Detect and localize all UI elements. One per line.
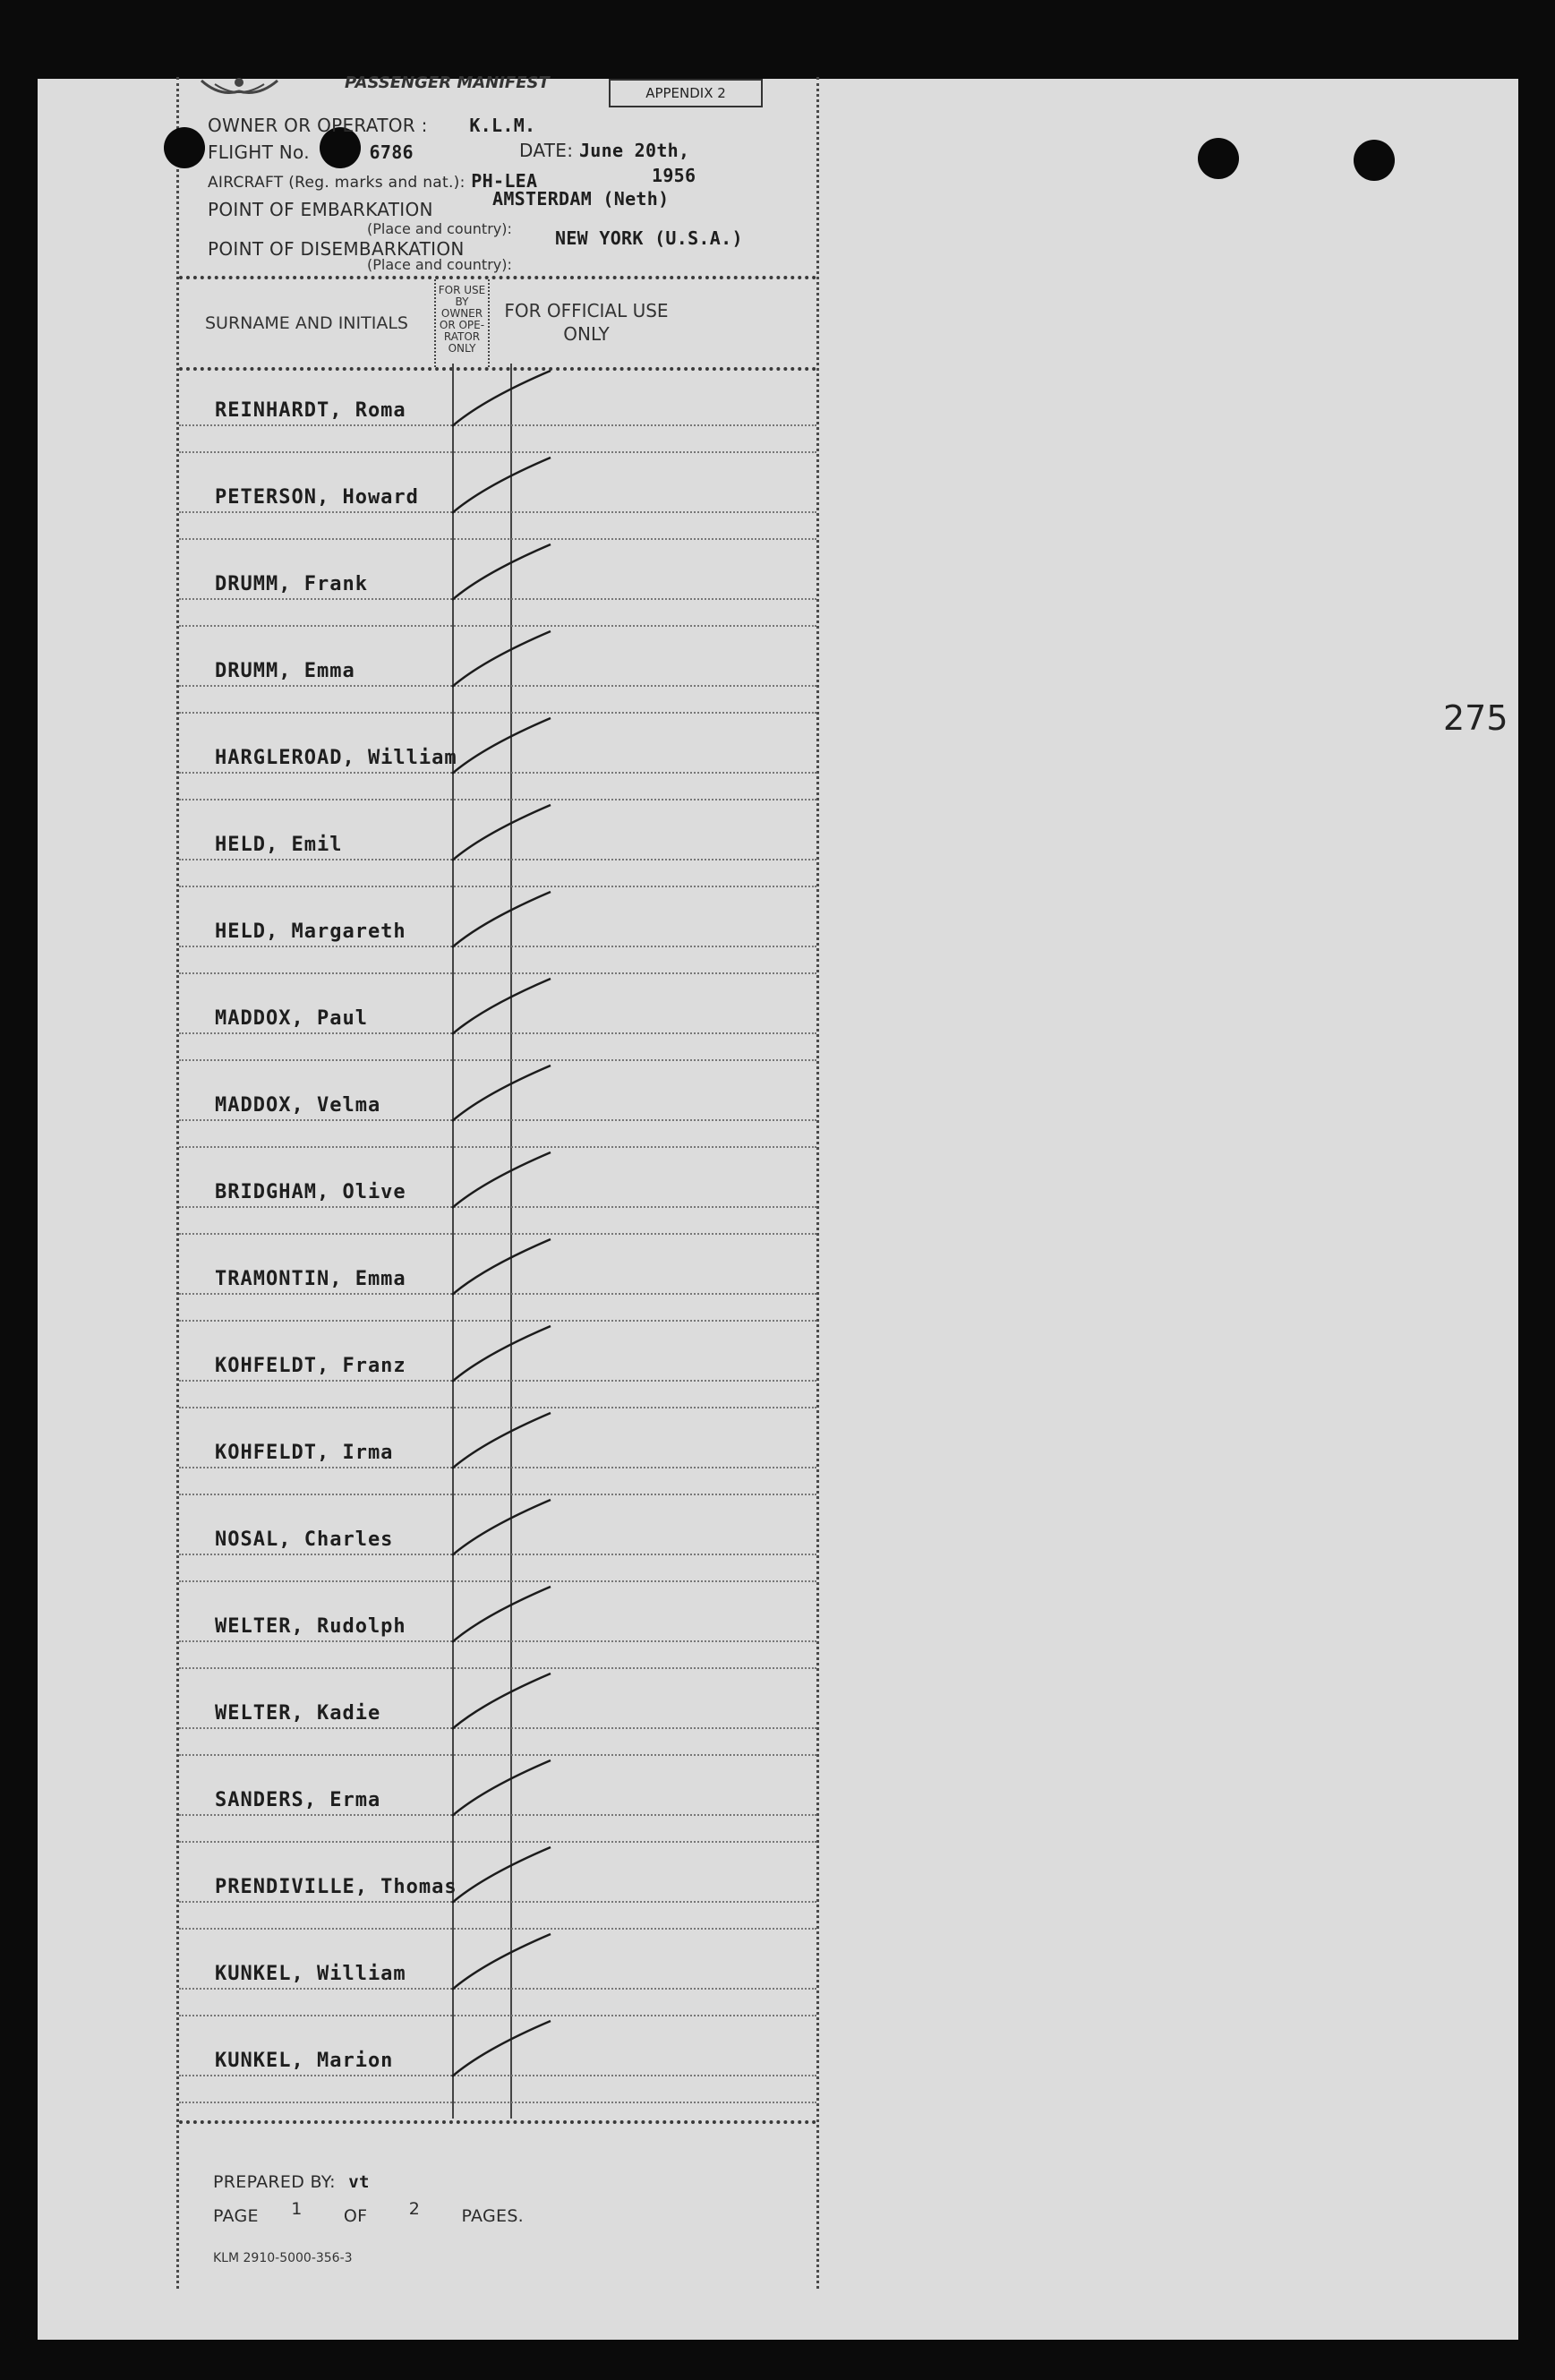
- passenger-name: SANDERS, Erma: [215, 1789, 381, 1811]
- embark-value: AMSTERDAM (Neth): [492, 188, 670, 210]
- passenger-name: WELTER, Rudolph: [215, 1615, 406, 1638]
- embark-row: [208, 199, 433, 220]
- passenger-name: REINHARDT, Roma: [215, 399, 406, 422]
- check-mark-icon: [448, 885, 591, 956]
- aircraft-label: AIRCRAFT (Reg. marks and nat.):: [208, 174, 466, 192]
- aircraft-value: PH-LEA: [471, 170, 538, 192]
- check-mark-icon: [448, 1319, 591, 1391]
- check-mark-icon: [448, 1666, 591, 1738]
- passenger-name: KUNKEL, William: [215, 1963, 406, 1985]
- surname-column-header: SURNAME AND INITIALS: [205, 313, 408, 333]
- date-label: DATE:: [519, 140, 574, 161]
- check-mark-icon: [448, 1145, 591, 1217]
- flight-label: FLIGHT No.: [208, 141, 310, 163]
- flight-value: 6786: [369, 141, 414, 163]
- page-label: PAGE: [213, 2206, 259, 2226]
- table-header: [179, 276, 816, 371]
- passenger-name: PRENDIVILLE, Thomas: [215, 1876, 457, 1898]
- passenger-name: HARGLEROAD, William: [215, 747, 457, 769]
- owner-col-line: OR OPE-: [439, 319, 485, 331]
- flight-row: [208, 141, 414, 163]
- owner-value: K.L.M.: [469, 115, 536, 136]
- disembark-value: NEW YORK (U.S.A.): [555, 227, 743, 249]
- year-value: 1956: [652, 165, 696, 186]
- check-mark-icon: [448, 1753, 591, 1825]
- of-label: OF: [343, 2206, 368, 2226]
- prepared-by-value: vt: [348, 2172, 370, 2192]
- owner-column-header: [434, 279, 490, 367]
- punch-hole: [1198, 138, 1239, 179]
- passenger-name: TRAMONTIN, Emma: [215, 1268, 406, 1290]
- punch-hole: [164, 127, 205, 168]
- check-mark-icon: [448, 537, 591, 609]
- embark-label: POINT OF EMBARKATION: [208, 199, 433, 220]
- check-mark-icon: [448, 2014, 591, 2085]
- page-number: 275: [1443, 698, 1508, 738]
- prepared-by-row: [213, 2172, 370, 2192]
- page-count-row: [213, 2199, 525, 2226]
- manifest-form: [176, 73, 819, 2289]
- owner-col-line: OWNER: [440, 307, 483, 320]
- form-title: PASSENGER MANIFEST: [345, 73, 550, 92]
- date-value: June 20th,: [578, 140, 690, 161]
- disembark-label: POINT OF DISEMBARKATION: [208, 238, 465, 260]
- check-mark-icon: [448, 1406, 591, 1477]
- check-mark-icon: [448, 1493, 591, 1564]
- official-col-line: FOR OFFICIAL USE: [504, 300, 669, 321]
- passenger-name: DRUMM, Emma: [215, 660, 355, 682]
- passenger-name: KOHFELDT, Irma: [215, 1442, 394, 1464]
- check-mark-icon: [448, 1927, 591, 1999]
- place-country-label: (Place and country):: [367, 220, 512, 237]
- passenger-name: WELTER, Kadie: [215, 1702, 381, 1725]
- passenger-name: HELD, Emil: [215, 834, 343, 856]
- passenger-name: NOSAL, Charles: [215, 1528, 394, 1551]
- passenger-name: KUNKEL, Marion: [215, 2050, 394, 2072]
- check-mark-icon: [448, 1232, 591, 1304]
- page-total: 2: [408, 2199, 421, 2219]
- passenger-name: KOHFELDT, Franz: [215, 1355, 406, 1377]
- check-mark-icon: [448, 1840, 591, 1912]
- check-mark-icon: [448, 711, 591, 783]
- table-bottom-border: [179, 2120, 816, 2124]
- passenger-name: MADDOX, Velma: [215, 1094, 381, 1117]
- manifest-sheet: [38, 73, 1518, 2340]
- owner-row: [208, 115, 535, 136]
- place-country-label: (Place and country):: [367, 256, 512, 273]
- check-mark-icon: [448, 450, 591, 522]
- klm-logo-icon: [197, 73, 282, 100]
- form-code: KLM 2910-5000-356-3: [213, 2251, 353, 2265]
- passenger-name: DRUMM, Frank: [215, 573, 368, 595]
- passenger-name: MADDOX, Paul: [215, 1007, 368, 1030]
- check-mark-icon: [448, 972, 591, 1043]
- punch-hole: [1354, 140, 1395, 181]
- row-rule: [179, 2102, 816, 2103]
- official-col-line: ONLY: [563, 323, 610, 345]
- check-mark-icon: [448, 798, 591, 869]
- owner-col-line: FOR USE: [438, 284, 486, 296]
- check-mark-icon: [448, 364, 591, 435]
- page-current: 1: [291, 2199, 303, 2219]
- check-mark-icon: [448, 624, 591, 696]
- passenger-name: PETERSON, Howard: [215, 486, 419, 509]
- owner-col-line: BY: [455, 295, 469, 308]
- prepared-by-label: PREPARED BY:: [213, 2172, 336, 2192]
- pages-label: PAGES.: [461, 2206, 525, 2226]
- check-mark-icon: [448, 1058, 591, 1130]
- owner-label: OWNER OR OPERATOR :: [208, 115, 428, 136]
- passenger-name: HELD, Margareth: [215, 920, 406, 943]
- check-mark-icon: [448, 1580, 591, 1651]
- date-row: [519, 140, 689, 161]
- appendix-label: APPENDIX 2: [609, 79, 763, 107]
- passenger-name: BRIDGHAM, Olive: [215, 1181, 406, 1203]
- owner-col-line: ONLY: [448, 342, 476, 355]
- owner-col-line: RATOR: [443, 330, 481, 343]
- aircraft-row: [208, 170, 537, 192]
